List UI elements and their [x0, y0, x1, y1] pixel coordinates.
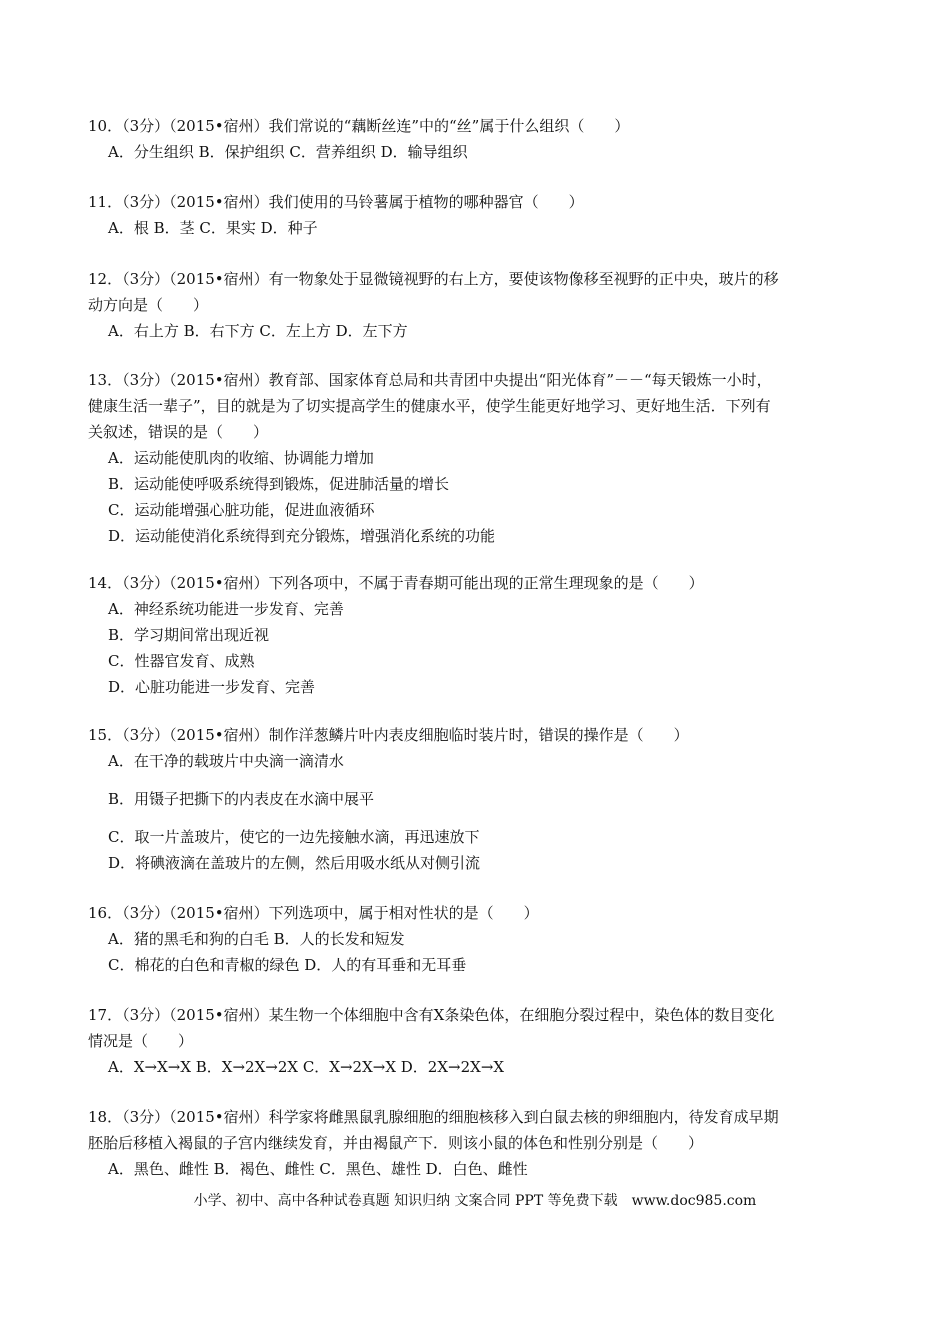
- question-options: A．分生组织 B．保护组织 C．营养组织 D．输导组织: [108, 143, 468, 161]
- option-d: D．将碘液滴在盖玻片的左侧，然后用吸水纸从对侧引流: [108, 854, 481, 872]
- question-10: [88, 113, 868, 165]
- question-options: A．根 B．茎 C．果实 D．种子: [108, 219, 318, 237]
- question-stem: 10．（3分）（2015•宿州）我们常说的“藕断丝连”中的“丝”属于什么组织（ ）: [88, 117, 630, 135]
- option-a: A．运动能使肌肉的收缩、协调能力增加: [108, 449, 374, 467]
- question-stem-line: 胚胎后移植入褐鼠的子宫内继续发育，并由褐鼠产下．则该小鼠的体色和性别分别是（ ）: [88, 1134, 704, 1152]
- option-c: C．运动能增强心脏功能，促进血液循环: [108, 501, 375, 519]
- question-14: [88, 570, 868, 700]
- question-stem: 15．（3分）（2015•宿州）制作洋葱鳞片叶内表皮细胞临时装片时，错误的操作是（ ）: [88, 726, 689, 744]
- question-options: A．黑色、雌性 B．褐色、雌性 C．黑色、雄性 D．白色、雌性: [108, 1160, 528, 1178]
- option-a: A．在干净的载玻片中央滴一滴清水: [108, 752, 344, 770]
- option-b: B．运动能使呼吸系统得到锻炼，促进肺活量的增长: [108, 475, 450, 493]
- question-stem-line: 情况是（ ）: [88, 1032, 194, 1050]
- question-options: A．右上方 B．右下方 C．左上方 D．左下方: [108, 322, 408, 340]
- question-stem: 14．（3分）（2015•宿州）下列各项中，不属于青春期可能出现的正常生理现象的是（ ）: [88, 574, 704, 592]
- options-line-1: A．猪的黑毛和狗的白毛 B．人的长发和短发: [108, 930, 405, 948]
- question-stem: 11．（3分）（2015•宿州）我们使用的马铃薯属于植物的哪种器官（ ）: [88, 193, 584, 211]
- option-b: B．用镊子把撕下的内表皮在水滴中展平: [108, 790, 375, 808]
- question-16: [88, 900, 868, 978]
- question-13: [88, 367, 868, 549]
- question-stem-line: 18．（3分）（2015•宿州）科学家将雌黑鼠乳腺细胞的细胞核移入到白鼠去核的卵细胞内，待发育成早期: [88, 1108, 779, 1126]
- option-d: D．运动能使消化系统得到充分锻炼，增强消化系统的功能: [108, 527, 496, 545]
- question-17: [88, 1002, 868, 1080]
- page-footer: 小学、初中、高中各种试卷真题 知识归纳 文案合同 PPT 等免费下载 www.doc985.com: [193, 1193, 757, 1209]
- question-11: [88, 189, 868, 241]
- option-c: C．性器官发育、成熟: [108, 652, 255, 670]
- question-18: [88, 1104, 868, 1182]
- option-a: A．神经系统功能进一步发育、完善: [108, 600, 344, 618]
- question-12: [88, 266, 868, 344]
- question-stem: 16．（3分）（2015•宿州）下列选项中，属于相对性状的是（ ）: [88, 904, 539, 922]
- question-stem-line: 13．（3分）（2015•宿州）教育部、国家体育总局和共青团中央提出“阳光体育”－－“每天锻炼一小时，: [88, 371, 772, 389]
- question-options: A．X→X→X B．X→2X→2X C．X→2X→X D．2X→2X→X: [108, 1058, 505, 1076]
- question-stem-line: 12．（3分）（2015•宿州）有一物象处于显微镜视野的右上方，要使该物像移至视野的正中央，玻片的移: [88, 270, 779, 288]
- option-c: C．取一片盖玻片，使它的一边先接触水滴，再迅速放下: [108, 828, 480, 846]
- question-stem-line: 关叙述，错误的是（ ）: [88, 423, 269, 441]
- question-stem-line: 动方向是（ ）: [88, 296, 209, 314]
- question-15: [88, 722, 868, 876]
- option-d: D．心脏功能进一步发育、完善: [108, 678, 316, 696]
- question-stem-line: 健康生活一辈子”，目的就是为了切实提高学生的健康水平，使学生能更好地学习、更好地生活．下列有: [88, 397, 771, 415]
- option-b: B．学习期间常出现近视: [108, 626, 270, 644]
- options-line-2: C．棉花的白色和青椒的绿色 D．人的有耳垂和无耳垂: [108, 956, 467, 974]
- question-stem-line: 17．（3分）（2015•宿州）某生物一个体细胞中含有X条染色体，在细胞分裂过程中，染色体的数目变化: [88, 1006, 775, 1024]
